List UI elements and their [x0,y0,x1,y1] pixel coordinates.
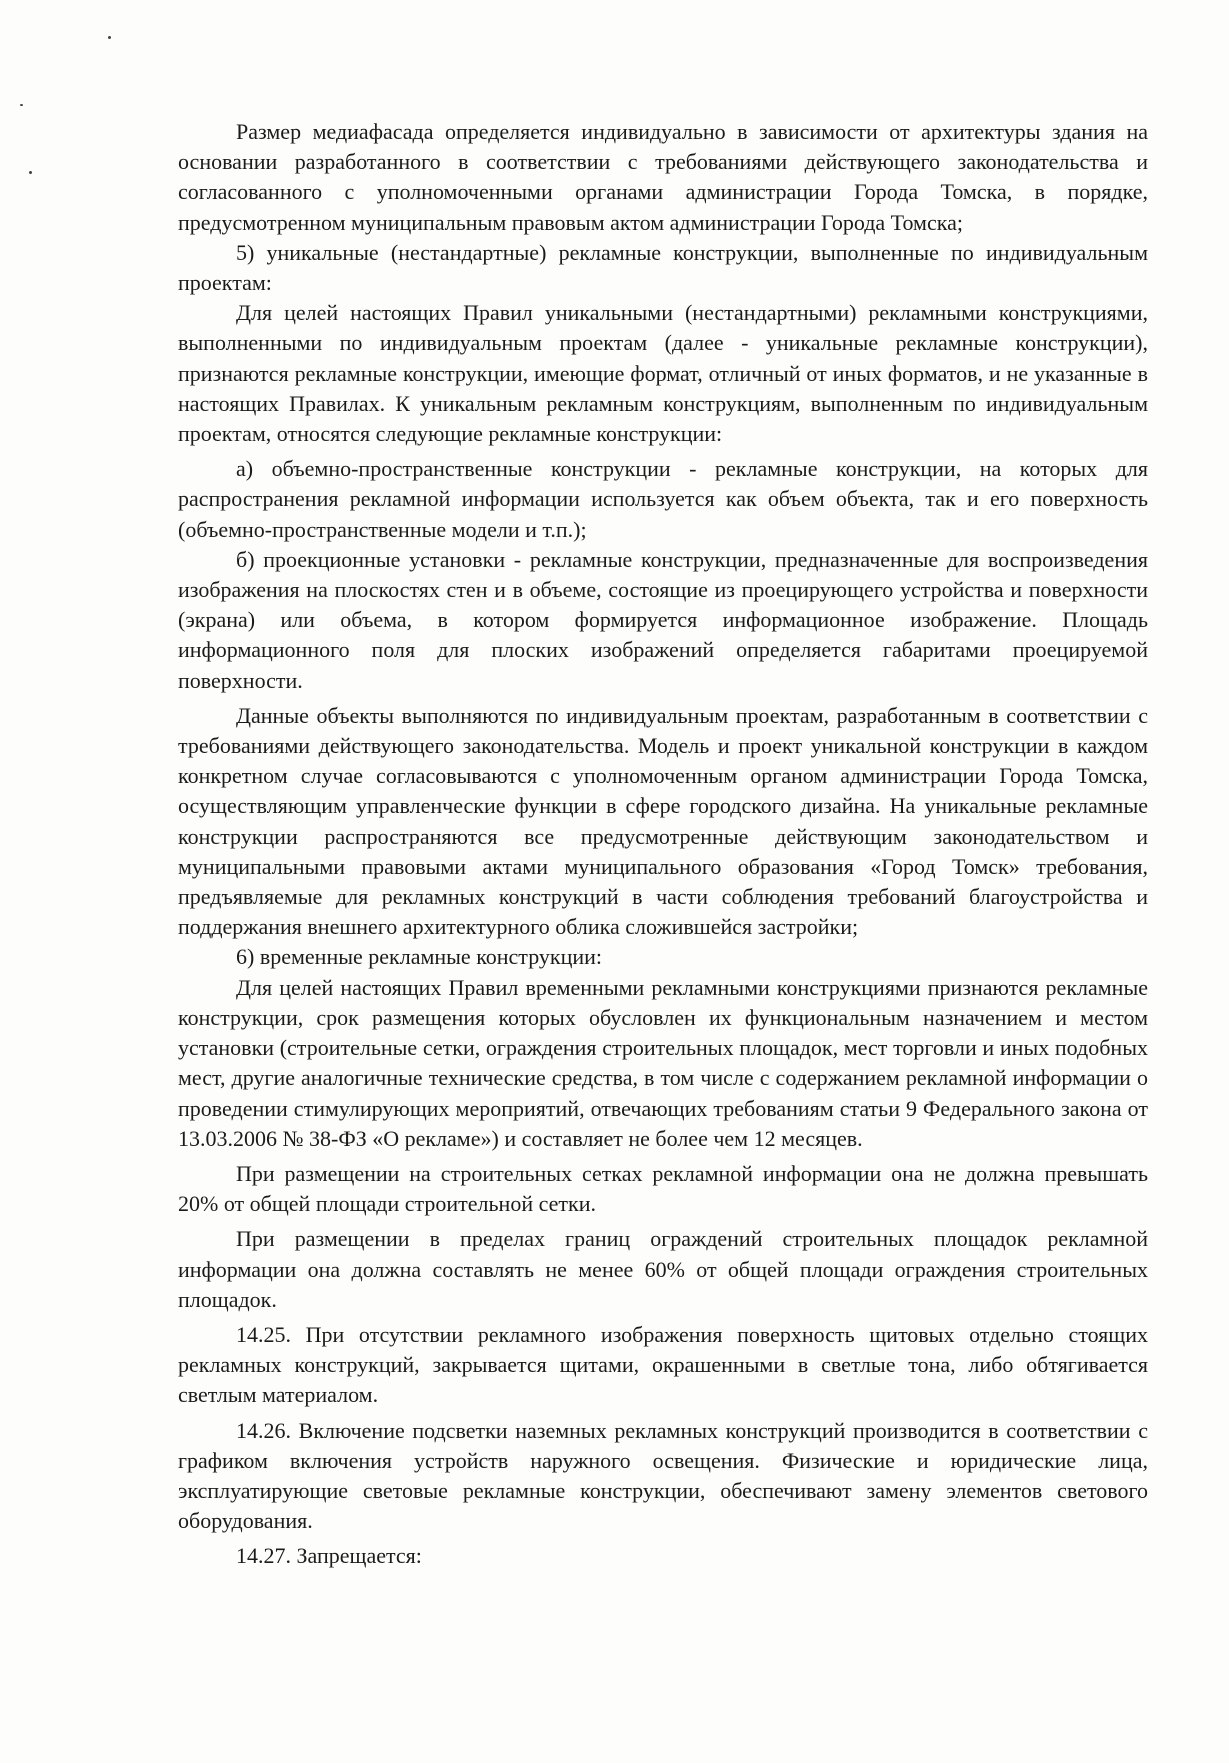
paragraph: 14.27. Запрещается: [236,1543,422,1569]
paragraph: 6) временные рекламные конструкции: [236,944,603,970]
paragraph: Размер медиафасада определяется индивидуально в зависимости от архитектуры здания на основании разработанного в соответствии с требованиями действующего законодательства и согласованного с уполномоченными органами администрации Города Томска, в порядке, предусмотренном муниципальным правовым актом администрации Города Томска; [178,119,1148,235]
scan-speck [29,171,32,174]
paragraph: 14.25. При отсутствии рекламного изображения поверхность щитовых отдельно стоящих рекламных конструкций, закрывается щитами, окрашенными в светлые тона, либо обтягивается светлым материалом. [178,1321,1148,1408]
paragraph: Данные объекты выполняются по индивидуальным проектам, разработанным в соответствии с требованиями действующего законодательства. Модель и проект уникальной конструкции в каждом конкретном случае согласовываются с уполномоченным органом администрации Города Томска, осуществляющим управленческие функции в сфере городского дизайна. На уникальные рекламные конструкции распространяются все предусмотренные действующим законодательством и муниципальными правовыми актами муниципального образования «Город Томск» требования, предъявляемые для рекламных конструкций в части соблюдения требований благоустройства и поддержания внешнего архитектурного облика сложившейся застройки; [178,702,1148,940]
paragraph: а) объемно-пространственные конструкции - рекламные конструкции, на которых для распространения рекламной информации используется как объем объекта, так и его поверхность (объемно-пространственные модели и т.п.); [178,456,1148,542]
scan-speck [108,36,111,39]
paragraph: 5) уникальные (нестандартные) рекламные конструкции, выполненные по индивидуальным проектам: [178,239,1148,296]
paragraph: Для целей настоящих Правил временными рекламными конструкциями признаются рекламные конструкции, срок размещения которых обусловлен их функциональным назначением и местом установки (строительные сетки, ограждения строительных площадок, мест торговли и иных подобных мест, другие аналогичные технические средства, в том числе с содержанием рекламной информации о проведении стимулирующих мероприятий, отвечающих требованиям статьи 9 Федерального закона от 13.03.2006 № 38-ФЗ «О рекламе») и составляет не более чем 12 месяцев. [178,974,1148,1151]
scan-speck [20,104,23,106]
paragraph: б) проекционные установки - рекламные конструкции, предназначенные для воспроизведения изображения на плоскостях стен и в объеме, состоящие из проецирующего устройства и поверхности (экрана) или объема, в котором формируется информационное изображение. Площадь информационного поля для плоских изображений определяется габаритами проецируемой поверхности. [178,546,1148,693]
document-body [178,117,1148,1572]
paragraph: При размещении на строительных сетках рекламной информации она не должна превышать 20% от общей площади строительной сетки. [178,1160,1148,1217]
paragraph: Для целей настоящих Правил уникальными (нестандартными) рекламными конструкциями, выполненными по индивидуальным проектам (далее - уникальные рекламные конструкции), признаются рекламные конструкции, имеющие формат, отличный от иных форматов, и не указанные в настоящих Правилах. К уникальным рекламным конструкциям, выполненным по индивидуальным проектам, относятся следующие рекламные конструкции: [178,300,1148,447]
paragraph: 14.26. Включение подсветки наземных рекламных конструкций производится в соответствии с графиком включения устройств наружного освещения. Физические и юридические лица, эксплуатирующие световые рекламные конструкции, обеспечивают замену элементов светового оборудования. [178,1417,1148,1534]
paragraph: При размещении в пределах границ ограждений строительных площадок рекламной информации она должна составлять не менее 60% от общей площади ограждения строительных площадок. [178,1226,1148,1312]
